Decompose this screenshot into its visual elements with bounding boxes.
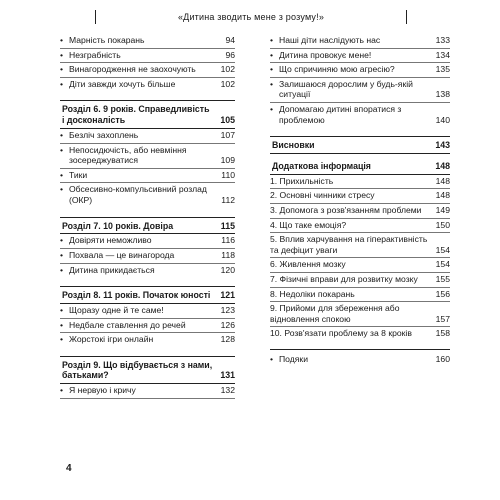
toc-entry[interactable] [60,78,235,92]
toc-entry[interactable] [60,63,235,78]
toc-entry[interactable] [60,169,235,184]
section-title: Розділ 6. 9 років. Справедливість і досконалість [62,104,210,126]
section-heading[interactable] [270,136,450,154]
entry-title: Обсесивно-компульсивний розлад (ОКР) [69,184,207,205]
bullet-icon: • [60,184,64,195]
section-title: Висновки [272,140,315,151]
section-title: Розділ 9. Що відбувається з нами, батьками? [62,359,213,381]
toc-entry[interactable] [270,327,450,341]
toc-entry[interactable] [270,204,450,219]
toc-entry[interactable] [60,34,235,49]
section-heading[interactable] [270,160,450,175]
entry-page: 138 [435,89,450,100]
section-page: 121 [220,290,235,301]
entry-page: 109 [220,155,235,166]
bullet-icon: • [270,64,274,75]
toc-entry[interactable] [270,49,450,64]
entry-title: Допомагаю дитині впоратися з проблемою [279,103,402,125]
running-header [95,10,407,24]
entry-title: Що спричиняю мою агресію? [279,64,395,75]
entry-title: Безліч захоплень [69,129,139,140]
entry-page: 118 [221,249,235,260]
entry-page: 96 [225,49,235,60]
entry-title: Жорстокі ігри онлайн [69,334,154,345]
entry-page: 150 [435,219,450,230]
section-page: 148 [435,160,450,171]
entry-page: 94 [225,35,235,45]
bullet-icon: • [60,169,64,180]
toc-left-column [60,34,235,399]
toc-entry[interactable] [270,63,450,78]
entry-title: 8. Недоліки покарань [270,288,355,299]
entry-page: 154 [435,259,450,270]
entry-title: 4. Що таке емоція? [270,219,347,230]
entry-page: 132 [220,385,235,396]
book-title: «Дитина зводить мене з розуму!» [177,12,325,22]
toc-entry[interactable] [270,288,450,303]
entry-page: 149 [435,204,450,215]
section-page: 105 [220,115,235,126]
entry-page: 157 [435,313,450,324]
bullet-icon: • [270,35,274,45]
toc-entry[interactable] [270,103,450,127]
entry-page: 154 [435,244,450,255]
bullet-icon: • [60,78,64,89]
toc-entry[interactable] [270,219,450,234]
toc-entry[interactable] [270,34,450,49]
bullet-icon: • [270,103,274,114]
section-page: 143 [435,140,450,151]
divider [270,341,450,350]
entry-page: 148 [435,190,450,201]
toc-entry[interactable] [270,353,450,367]
entry-title: 1. Прихильність [270,175,334,186]
entry-title: Довіряти неможливо [69,235,152,246]
entry-title: Я нервую і кричу [69,385,136,396]
entry-title: Похвала — це винагорода [69,249,175,260]
entry-page: 158 [435,328,450,339]
entry-page: 123 [220,304,235,315]
entry-page: 128 [220,334,235,345]
entry-page: 126 [220,319,235,330]
entry-page: 112 [221,194,235,205]
bullet-icon: • [270,49,274,60]
section-page: 115 [220,220,235,231]
bullet-icon: • [60,64,64,75]
entry-page: 148 [435,175,450,186]
bullet-icon: • [60,304,64,315]
toc-entry[interactable] [270,233,450,258]
bullet-icon: • [60,49,64,60]
toc-right-column [270,34,450,366]
toc-entry[interactable] [60,304,235,319]
entry-title: 7. Фізичні вправи для розвитку мозку [270,273,418,284]
toc-entry[interactable] [60,129,235,144]
entry-title: Діти завжди хочуть більше [69,78,176,89]
entry-title: Подяки [279,353,308,364]
entry-page: 133 [435,35,450,45]
entry-title: 10. Розв'язати проблему за 8 кроків [270,328,412,339]
toc-entry[interactable] [60,264,235,278]
entry-page: 116 [221,235,235,246]
entry-title: Залишаюся дорослим у будь-якій ситуації [279,78,413,100]
toc-entry[interactable] [270,302,450,327]
bullet-icon: • [60,264,64,275]
toc-entry[interactable] [270,175,450,190]
toc-entry[interactable] [60,249,235,264]
bullet-icon: • [60,319,64,330]
page-number: 4 [66,463,72,474]
toc-entry[interactable] [60,183,235,207]
entry-title: Винагородження не заохочують [69,64,196,75]
entry-page: 155 [435,273,450,284]
entry-title: Наші діти наслідують нас [279,35,381,45]
entry-page: 102 [220,64,235,75]
toc-entry[interactable] [270,189,450,204]
bullet-icon: • [60,385,64,396]
section-page: 131 [220,370,235,381]
entry-title: Дитина провокує мене! [279,49,372,60]
bullet-icon: • [60,144,64,155]
entry-page: 120 [220,264,235,275]
toc-entry[interactable] [60,384,235,399]
entry-title: Непосидючість, або невміння зосереджуватися [69,144,187,166]
entry-page: 140 [435,114,450,125]
entry-page: 135 [435,64,450,75]
entry-title: Дитина прикидається [69,264,155,275]
bullet-icon: • [270,353,274,364]
section-heading[interactable] [60,217,235,235]
toc-entry[interactable] [60,333,235,347]
toc-entry[interactable] [270,273,450,288]
entry-title: 2. Основні чинники стресу [270,190,375,201]
section-heading[interactable] [60,286,235,304]
toc-entry[interactable] [270,258,450,273]
entry-page: 160 [435,353,450,364]
entry-title: Щоразу одне й те саме! [69,304,164,315]
bullet-icon: • [60,249,64,260]
entry-page: 107 [220,129,235,140]
entry-title: Незграбність [69,49,121,60]
toc-entry[interactable] [60,319,235,334]
entry-page: 156 [435,288,450,299]
toc-entry[interactable] [60,234,235,249]
section-heading[interactable] [60,356,235,385]
section-title: Розділ 8. 11 років. Початок юності [62,290,211,301]
entry-title: Тики [69,169,88,180]
entry-title: Марність покарань [69,35,145,45]
toc-entry[interactable] [60,49,235,64]
bullet-icon: • [270,78,274,89]
section-title: Додаткова інформація [272,160,371,171]
section-title: Розділ 7. 10 років. Довіра [62,220,174,231]
toc-entry[interactable] [60,144,235,169]
entry-page: 110 [221,169,235,180]
entry-page: 134 [435,49,450,60]
entry-title: 6. Живлення мозку [270,259,346,270]
bullet-icon: • [60,334,64,345]
entry-title: 3. Допомога з розв'язанням проблеми [270,204,422,215]
bullet-icon: • [60,35,64,45]
entry-page: 102 [220,78,235,89]
entry-title: Недбале ставлення до речей [69,319,186,330]
entry-title: 5. Вплив харчування на гіперактивність та дефіцит уваги [270,234,428,255]
bullet-icon: • [60,235,64,246]
entry-title: 9. Прийоми для збереження або відновлення спокою [270,303,400,324]
toc-entry[interactable] [270,78,450,103]
bullet-icon: • [60,129,64,140]
section-heading[interactable] [60,100,235,129]
